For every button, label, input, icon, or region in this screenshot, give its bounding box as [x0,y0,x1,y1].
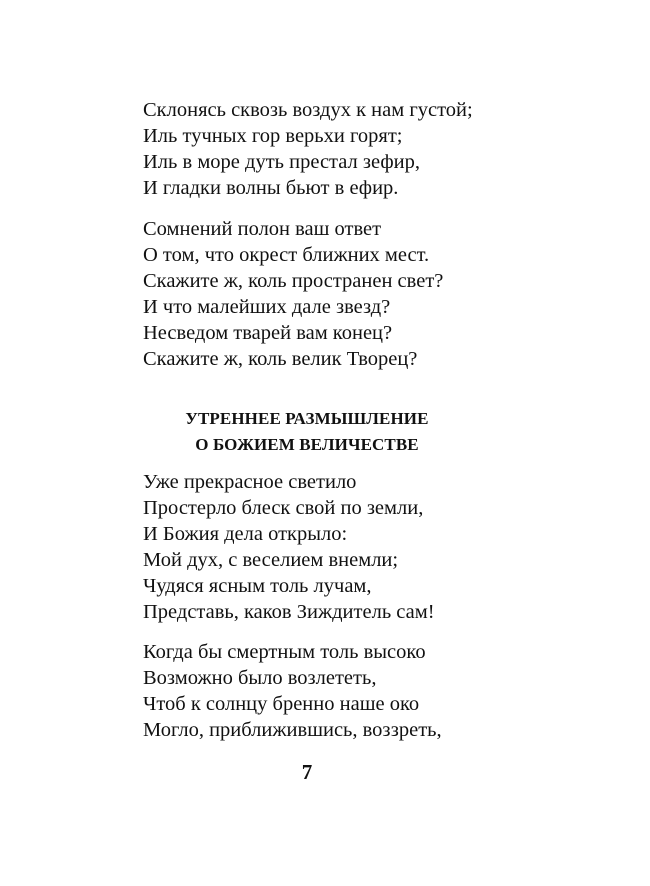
poem-title [0,406,614,458]
poem-title-line: О БОЖИЕМ ВЕЛИЧЕСТВЕ [195,435,419,454]
poem-line: Возможно было возлететь, [143,667,377,689]
poem-line: И Божия дела открыло: [143,523,348,545]
poem-line: Представь, каков Зиждитель сам! [143,601,435,623]
poem-stanza [143,97,583,201]
poem-stanza [143,216,583,372]
poem-line: Скажите ж, коль велик Творец? [143,348,418,370]
poem-line: Чудяся ясным толь лучам, [143,575,372,597]
poem-line: Сомнений полон ваш ответ [143,218,382,240]
poem-line: О том, что окрест ближних мест. [143,244,430,266]
poem-line: Несведом тварей вам конец? [143,322,393,344]
poem-line: Чтоб к солнцу бренно наше око [143,693,420,715]
poem-line: Простерло блеск свой по земли, [143,497,424,519]
poem-line: Склонясь сквозь воздух к нам густой; [143,99,473,121]
poem-line: И гладки волны бьют в ефир. [143,177,399,199]
poem-line: Мой дух, с веселием внемли; [143,549,399,571]
poem-line: Иль тучных гор верьхи горят; [143,125,403,147]
poem-line: Могло, приближившись, воззреть, [143,719,442,741]
poem-stanza [143,469,583,625]
poem-title-line: УТРЕННЕЕ РАЗМЫШЛЕНИЕ [185,409,429,428]
poem-line: Скажите ж, коль пространен свет? [143,270,444,292]
poem-stanza [143,639,583,743]
poem-line: Уже прекрасное светило [143,471,357,493]
page-number: 7 [301,760,313,784]
poem-line: Иль в море дуть престал зефир, [143,151,420,173]
poem-line: И что малейших дале звезд? [143,296,391,318]
poem-line: Когда бы смертным толь высоко [143,641,426,663]
